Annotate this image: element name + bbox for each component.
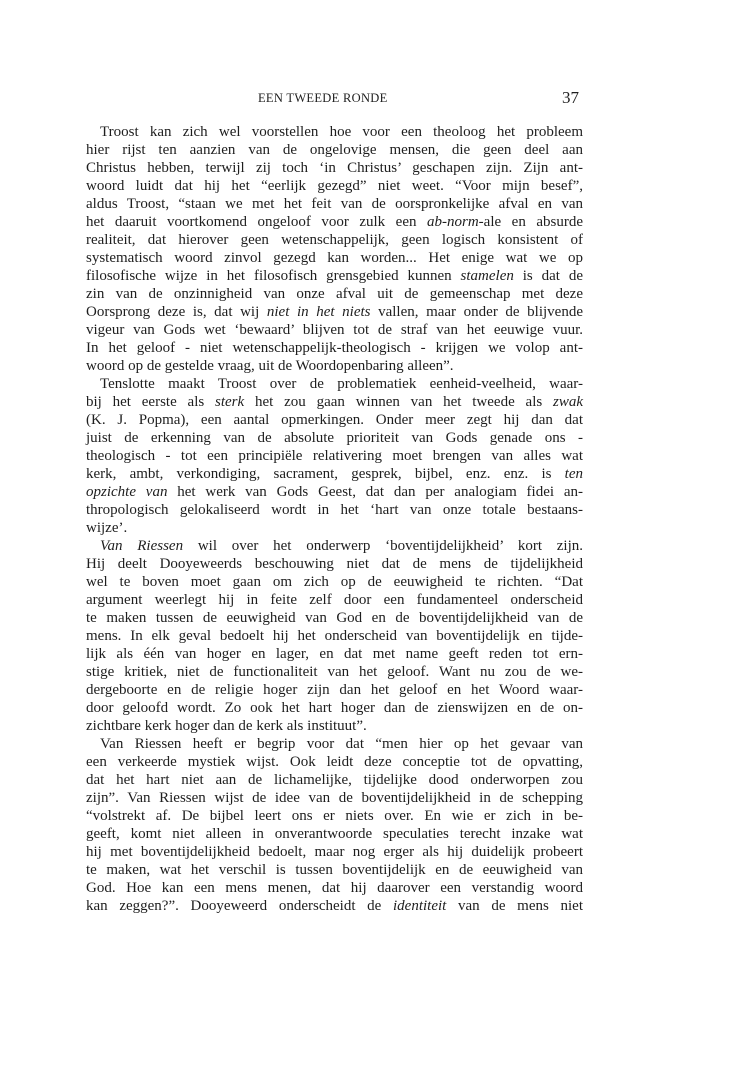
running-head: EEN TWEEDE RONDE [258,91,388,105]
text-line [86,393,583,411]
text-segment: In het geloof - niet wetenschappelijk-theologisch - krijgen we volop ant- [86,340,583,356]
text-line [86,771,583,789]
text-line [86,213,583,231]
text-segment: te maken tussen de eeuwigheid van God en de boventijdelijkheid van de [86,610,583,626]
text-line [86,807,583,825]
text-segment: God. Hoe kan een mens menen, dat hij daarover een verstandig woord [86,880,583,896]
text-line [86,897,583,915]
text-segment: is dat de [513,268,583,284]
text-segment: bij het eerste als [86,394,216,410]
text-segment: van de mens niet [446,898,583,914]
text-segment: dergeboorte en de religie hoger zijn dan het geloof en het Woord waar- [86,682,583,698]
text-segment: Troost kan zich wel voorstellen hoe voor een theoloog het probleem [100,124,583,140]
italic-text: ten [564,466,583,482]
text-line [86,609,583,627]
text-line [86,177,583,195]
text-line [86,321,583,339]
text-line [86,663,583,681]
text-segment: geeft, komt niet alleen in onverantwoorde speculaties terecht inzake wat [86,826,583,842]
text-segment: Christus hebben, terwijl zij toch ‘in Christus’ geschapen zijn. Zijn ant- [86,160,583,176]
text-line [86,699,583,717]
text-line [86,465,583,483]
italic-text: niet in het niets [266,304,371,320]
text-segment: wijze’. [86,520,128,536]
text-line [86,555,583,573]
text-line [86,681,583,699]
text-segment: mens. In elk geval bedoelt hij het onderscheid van boventijdelijk en tijde- [86,628,583,644]
text-segment: het werk van Gods Geest, dat dan per analogiam fidei an- [167,484,583,500]
text-segment: Tenslotte maakt Troost over de problematiek eenheid-veelheid, waar- [100,376,583,392]
text-segment: juist de erkenning van de absolute prioriteit van Gods genade ons - [86,430,583,446]
text-segment: (K. J. Popma), een aantal opmerkingen. Onder meer zegt hij dan dat [86,412,583,428]
text-segment: aldus Troost, “staan we met het feit van de oorspronkelijke afval en van [86,196,583,212]
text-line [86,843,583,861]
text-line [86,717,583,735]
italic-text: ab-norm [427,214,479,230]
text-line [86,501,583,519]
text-segment: realiteit, dat hierover geen wetenschappelijk, geen logisch konsistent of [86,232,583,248]
italic-text: sterk [215,394,245,410]
text-segment: zijn”. Van Riessen wijst de idee van de boventijdelijkheid in de schepping [86,790,583,806]
text-segment: vallen, maar onder de blijvende [370,304,583,320]
text-line [86,249,583,267]
text-segment: Van Riessen heeft er begrip voor dat “men hier op het gevaar van [100,736,583,752]
text-line [86,267,583,285]
text-segment: kerk, ambt, verkondiging, sacrament, gesprek, bijbel, enz. enz. is [86,466,565,482]
text-line [86,483,583,501]
text-line [86,879,583,897]
text-line [86,825,583,843]
text-segment: door geloofd wordt. Zo ook het hart hoger dan de zienswijzen en de on- [86,700,583,716]
text-segment: dat het hart niet aan de lichamelijke, tijdelijke dood onderworpen zou [86,772,583,788]
text-segment: theologisch - tot een principiële relativering moet brengen van alles wat [86,448,583,464]
text-line [86,627,583,645]
text-segment: filosofische wijze in het filosofisch grensgebied kunnen [86,268,461,284]
text-segment: Oorsprong deze is, dat wij [86,304,267,320]
text-segment: stige kritiek, niet de functionaliteit van het geloof. Want nu zou de we- [86,664,583,680]
text-segment: argument weerlegt hij in feite zelf door een fundamenteel onderscheid [86,592,583,608]
text-segment: systematisch woord zinvol gezegd kan worden... Het enige wat we op [86,250,583,266]
text-segment: thropologisch gelokaliseerd wordt in het ‘hart van onze totale bestaans- [86,502,583,518]
text-segment: -ale en absurde [478,214,583,230]
text-line [86,789,583,807]
text-segment: wel te boven moet gaan om zich op de eeuwigheid te richten. “Dat [86,574,583,590]
italic-text: zwak [553,394,583,410]
text-segment: woord op de gestelde vraag, uit de Woordopenbaring alleen”. [86,358,454,374]
text-line [86,141,583,159]
text-segment: woord luidt dat hij het “eerlijk gezegd” niet weet. “Voor mijn besef”, [86,178,583,194]
text-segment: wil over het onderwerp ‘boventijdelijkheid’ kort zijn. [183,538,583,554]
text-line [86,231,583,249]
page-number: 37 [562,88,579,107]
text-segment: zin van de onzinnigheid van onze afval uit de gemeenschap met deze [86,286,583,302]
text-line [86,447,583,465]
text-segment: het zou gaan winnen van het tweede als [244,394,553,410]
italic-text: opzichte van [86,484,168,500]
text-line [86,303,583,321]
text-segment: vigeur van Gods wet ‘bewaard’ blijven tot de straf van het eeuwige vuur. [86,322,583,338]
text-segment: zichtbare kerk hoger dan de kerk als instituut”. [86,718,367,734]
text-segment: lijk als één van hoger en lager, en dat met name geeft reden tot ern- [86,646,583,662]
text-line [86,159,583,177]
text-segment: hier rijst ten aanzien van de ongelovige mensen, die geen deel aan [86,142,583,158]
text-line [86,357,583,375]
text-line [86,195,583,213]
italic-text: identiteit [393,898,447,914]
text-line [86,861,583,879]
text-line [86,645,583,663]
text-line [86,375,583,393]
italic-text: Van Riessen [100,538,184,554]
text-segment: een verkeerde mystiek wijst. Ook leidt deze conceptie tot de opvatting, [86,754,583,770]
text-segment: hij met boventijdelijkheid bedoelt, maar nog erger als hij duidelijk probeert [86,844,583,860]
text-line [86,573,583,591]
body-text [86,123,583,915]
text-line [86,735,583,753]
text-line [86,753,583,771]
text-segment: Hij deelt Dooyeweerds beschouwing niet dat de mens de tijdelijkheid [86,556,583,572]
italic-text: stamelen [460,268,514,284]
text-line [86,123,583,141]
text-segment: het daaruit voortkomend ongeloof voor zulk een [86,214,427,230]
text-line [86,285,583,303]
text-segment: kan zeggen?”. Dooyeweerd onderscheidt de [86,898,393,914]
text-line [86,591,583,609]
text-line [86,429,583,447]
text-line [86,339,583,357]
text-line [86,519,583,537]
text-line [86,537,583,555]
text-segment: “volstrekt af. De bijbel leert ons er niets over. En wie er zich in be- [86,808,583,824]
text-line [86,411,583,429]
text-segment: te maken, wat het verschil is tussen boventijdelijk en de eeuwigheid van [86,862,583,878]
